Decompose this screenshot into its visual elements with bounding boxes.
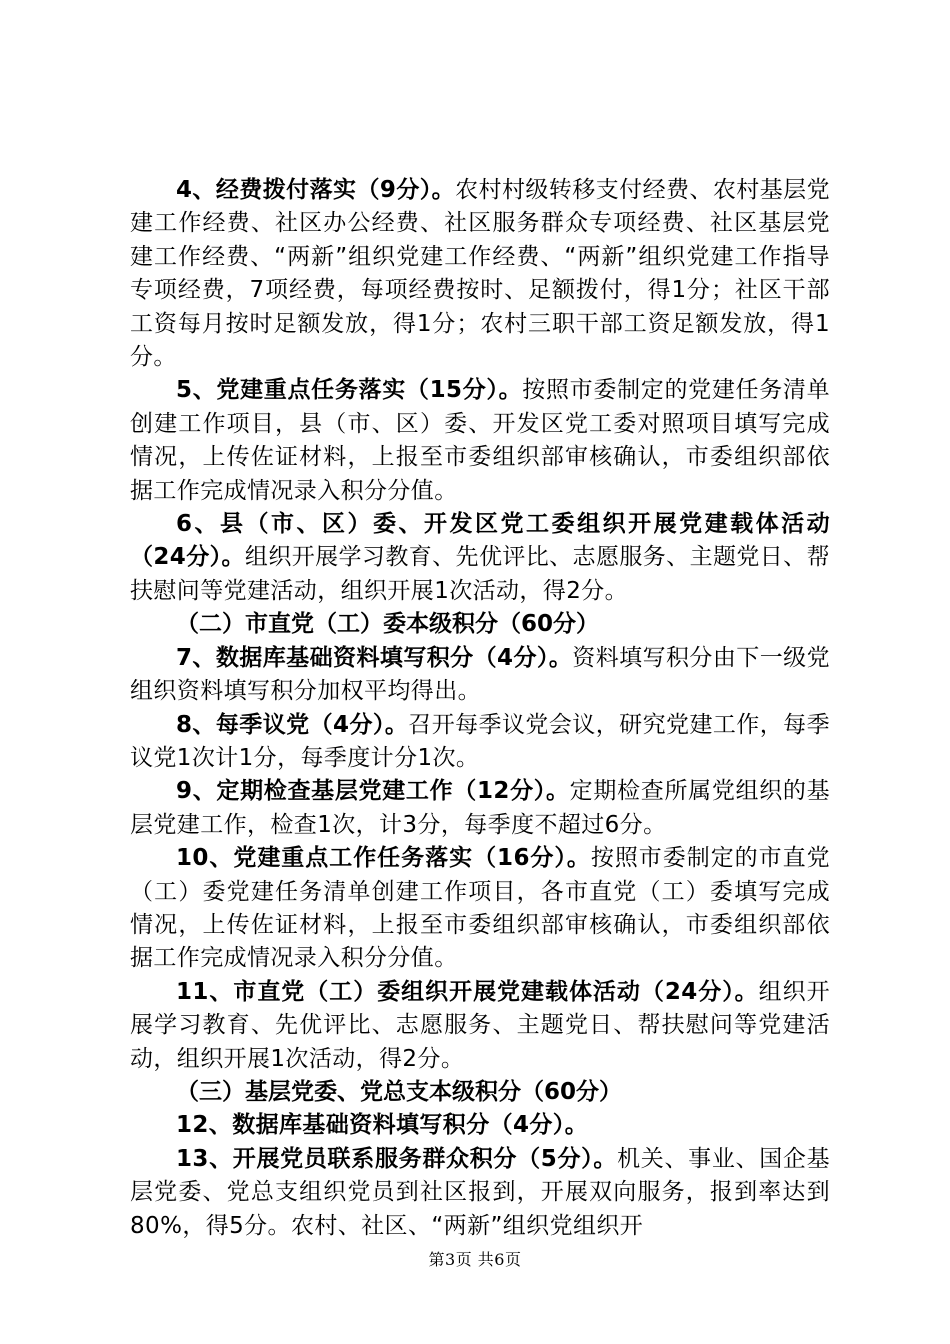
item-body: 农村村级转移支付经费、农村基层党建工作经费、社区办公经费、社区服务群众专项经费、社区基层党建工作经费、“两新”组织党建工作经费、“两新”组织党建工作指导专项经费，7项经费，每项经费按时、足额拨付，得1分；社区干部工资每月按时足额发放，得1分；农村三职干部工资足额发放，得1分。 <box>130 177 830 371</box>
paragraph-item-7 <box>130 642 830 709</box>
section-heading-2: （二）市直党（工）委本级积分（60分） <box>176 611 600 638</box>
item-body: 资料填写积分由下一级党组织资料填写积分加权平均得出。 <box>130 644 830 705</box>
paragraph-item-10 <box>130 842 830 976</box>
item-lead: 5、党建重点任务落实（15分）。 <box>176 377 523 404</box>
page-footer: 第3页 共6页 <box>428 1250 522 1269</box>
paragraph-item-9 <box>130 775 830 842</box>
paragraph-item-5 <box>130 374 830 508</box>
item-body: 机关、事业、国企基层党委、党总支组织党员到社区报到，开展双向服务，报到率达到80%，得5分。农村、社区、“两新”组织党组织开 <box>130 1145 830 1239</box>
item-body: 按照市委制定的市直党（工）委党建任务清单创建工作项目，各市直党（工）委填写完成情况，上传佐证材料，上报至市委组织部审核确认，市委组织部依据工作完成情况录入积分分值。 <box>130 845 830 972</box>
item-lead: 8、每季议党（4分）。 <box>176 711 409 738</box>
paragraph-item-11 <box>130 976 830 1076</box>
paragraph-item-12 <box>130 1109 830 1142</box>
item-body: 组织开展学习教育、先优评比、志愿服务、主题党日、帮扶慰问等党建活动，组织开展1次活动，得2分。 <box>130 544 830 604</box>
item-lead: 13、开展党员联系服务群众积分（5分）。 <box>176 1145 618 1172</box>
item-lead: 12、数据库基础资料填写积分（4分）。 <box>176 1112 589 1139</box>
item-lead: 7、数据库基础资料填写积分（4分）。 <box>176 644 573 671</box>
item-body: 定期检查所属党组织的基层党建工作，检查1次，计3分，每季度不超过6分。 <box>130 778 830 838</box>
section-heading-3: （三）基层党委、党总支本级积分（60分） <box>176 1078 623 1105</box>
item-body: 组织开展学习教育、先优评比、志愿服务、主题党日、帮扶慰问等党建活动，组织开展1次活动，得2分。 <box>130 978 831 1072</box>
paragraph-item-8 <box>130 709 830 776</box>
paragraph-item-13 <box>130 1143 830 1243</box>
item-lead: 4、经费拨付落实（9分）。 <box>176 177 456 203</box>
document-body <box>130 174 830 1243</box>
paragraph-item-4 <box>130 174 830 374</box>
item-lead: 9、定期检查基层党建工作（12分）。 <box>176 778 570 805</box>
item-lead: 11、市直党（工）委组织开展党建载体活动（24分）。 <box>176 978 759 1005</box>
item-lead: 6、县（市、区）委、开发区党工委组织开展党建载体活动（24分）。 <box>130 511 830 571</box>
item-body: 按照市委制定的党建任务清单创建工作项目，县（市、区）委、开发区党工委对照项目填写完成情况，上传佐证材料，上报至市委组织部审核确认，市委组织部依据工作完成情况录入积分分值。 <box>130 377 830 504</box>
paragraph-item-6 <box>130 508 830 608</box>
item-lead: 10、党建重点工作任务落实（16分）。 <box>176 845 591 872</box>
item-body: 召开每季议党会议，研究党建工作，每季议党1次计1分，每季度计分1次。 <box>130 711 830 771</box>
